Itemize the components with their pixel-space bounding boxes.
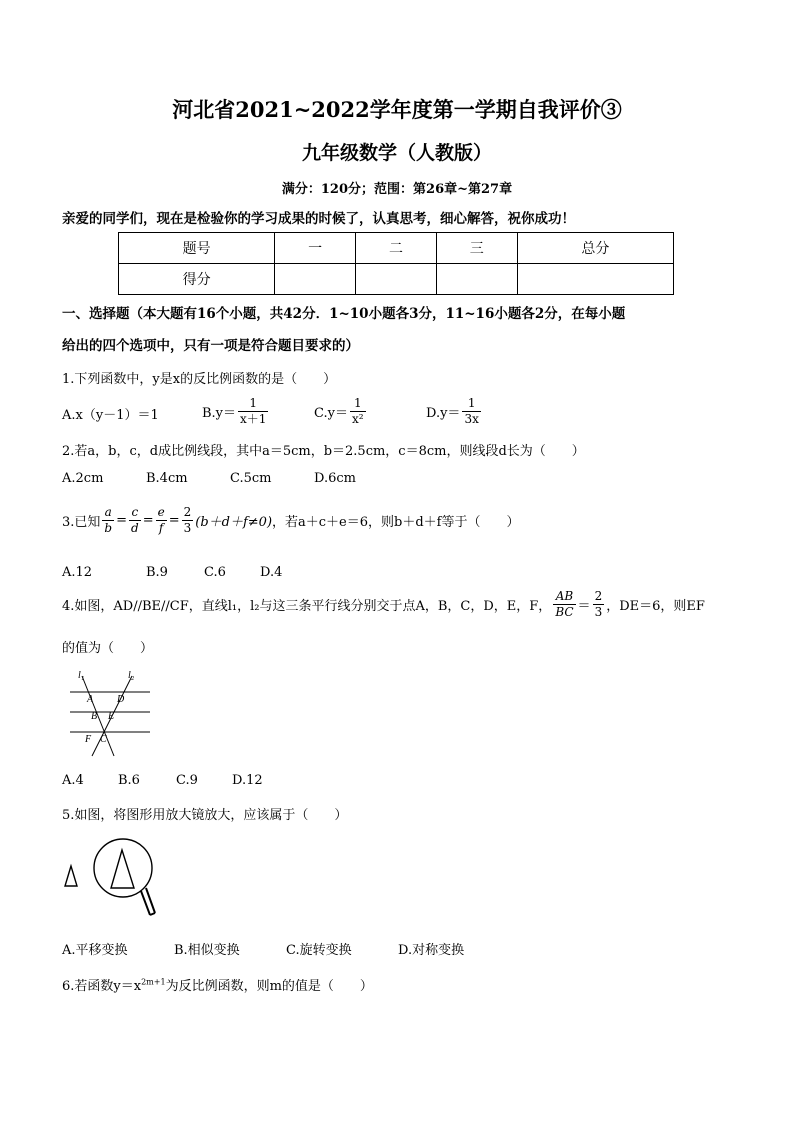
score-cell: 题号 — [119, 233, 275, 264]
q5-stem: 5.如图，将图形用放大镜放大，应该属于（ ） — [62, 808, 348, 823]
frac-num: e — [157, 505, 165, 519]
q1-option-c-frac — [350, 396, 366, 427]
q6-suffix: 为反比例函数，则m的值是（ ） — [165, 979, 373, 994]
q6-prefix: 6.若函数y＝x — [62, 979, 142, 994]
score-input-cell[interactable] — [356, 264, 437, 295]
frac-den: 3 — [594, 605, 603, 619]
small-triangle — [65, 866, 77, 886]
q3-option: B.9 — [146, 565, 168, 580]
q1-stem: 1.下列函数中，y是x的反比例函数的是（ ） — [62, 372, 337, 387]
q1-option-d — [426, 396, 483, 427]
q1-option-b — [202, 396, 270, 427]
q3-option: C.6 — [204, 565, 226, 580]
fig-label: A — [87, 694, 94, 705]
section-heading: 一、选择题（本大题有16个小题，共42分．1~10小题各3分，11~16小题各2分，在每小题 — [62, 306, 626, 322]
q4-option: C.9 — [176, 773, 198, 788]
q1-option-a: A.x（y－1）＝1 — [62, 408, 159, 423]
q2-option: D.6cm — [314, 471, 356, 486]
score-input-cell[interactable] — [436, 264, 517, 295]
q3-frac — [156, 505, 167, 536]
fig-label: B — [91, 711, 98, 722]
q4-stem-cont: 的值为（ ） — [62, 641, 154, 656]
score-cell: 二 — [356, 233, 437, 264]
q6-stem — [62, 975, 373, 994]
q4-option: B.6 — [118, 773, 140, 788]
q3-frac — [182, 505, 194, 536]
fig-label: F — [85, 734, 92, 745]
q5-option: D.对称变换 — [398, 943, 465, 958]
magnifier-figure — [60, 836, 160, 922]
q3-stem: 3.已知 $\frac{a}{b}$ = $\frac{c}{d}$ = $\frac{e}{f}$ = $\frac{2}{3}$ (b＋d＋f≠0)，若a＋c＋e＝6，则b＋d＋f等于（ ） — [62, 505, 520, 535]
q4-option: A.4 — [62, 773, 84, 788]
frac-den: 3 — [183, 521, 192, 535]
score-input-cell[interactable] — [275, 264, 356, 295]
fig-label: l₁ — [78, 670, 85, 681]
q2-option: C.5cm — [230, 471, 272, 486]
q3-frac — [129, 505, 141, 536]
score-table-header-row — [119, 233, 674, 264]
q3-option: A.12 — [62, 565, 93, 580]
q1-option-c-prefix: C.y＝ — [314, 406, 348, 421]
frac-num: AB — [553, 589, 575, 605]
q4-option: D.12 — [232, 773, 263, 788]
fig-label: E — [108, 711, 115, 722]
score-table-score-row — [119, 264, 674, 295]
q4-stem — [62, 589, 705, 620]
frac-den: f — [158, 521, 164, 535]
frac-den: b — [104, 521, 113, 535]
q6-exponent: 2m+1 — [141, 977, 166, 987]
q5-options — [62, 939, 522, 957]
document-subtitle: 九年级数学（人教版） — [301, 142, 492, 164]
large-triangle — [111, 850, 134, 888]
q5-option: A.平移变换 — [62, 943, 128, 958]
q1-option-d-frac — [462, 396, 480, 427]
q2-options — [62, 471, 462, 489]
q2-option: B.4cm — [146, 471, 188, 486]
frac-num: 1 — [238, 396, 268, 412]
q5-option: C.旋转变换 — [286, 943, 352, 958]
score-cell: 三 — [436, 233, 517, 264]
frac-num: c — [129, 505, 141, 521]
fig-label: l₂ — [128, 670, 135, 681]
q1-option-c — [314, 396, 368, 427]
frac-num: 1 — [462, 396, 480, 412]
q3-option: D.4 — [260, 565, 283, 580]
q3-frac — [102, 505, 114, 536]
frac-num: 1 — [350, 396, 366, 412]
frac-den: 3x — [464, 412, 479, 426]
magnifier-handle-end — [150, 913, 155, 915]
frac-den: x² — [351, 412, 364, 426]
q5-option: B.相似变换 — [174, 943, 240, 958]
score-cell: 一 — [275, 233, 356, 264]
q1-option-b-frac — [238, 396, 268, 427]
score-table — [118, 232, 674, 295]
score-input-cell[interactable] — [517, 264, 673, 295]
score-cell: 得分 — [119, 264, 275, 295]
frac-den: x＋1 — [240, 412, 267, 426]
greeting: 亲爱的同学们，现在是检验你的学习成果的时候了，认真思考，细心解答，祝你成功！ — [62, 211, 575, 227]
q2-stem: 2.若a，b，c，d成比例线段，其中a＝5cm，b＝2.5cm，c＝8cm，则线段d长为（ ） — [62, 444, 585, 459]
frac-num: a — [102, 505, 114, 521]
q4-frac — [593, 589, 605, 620]
q4-eq: ＝ — [577, 599, 591, 614]
section-heading-cont: 给出的四个选项中，只有一项是符合题目要求的） — [62, 338, 359, 354]
q3-condition: (b＋d＋f≠0) — [195, 515, 273, 530]
parallel-lines-figure — [70, 668, 160, 760]
q4-options — [62, 773, 362, 791]
frac-den: BC — [555, 605, 574, 619]
fig-label: C — [100, 734, 107, 745]
q4-suffix: ，DE＝6，则EF — [606, 599, 705, 614]
score-cell: 总分 — [517, 233, 673, 264]
document-title: 河北省2021~2022学年度第一学期自我评价③ — [172, 97, 622, 122]
document-info: 满分：120分；范围：第26章~第27章 — [281, 182, 513, 197]
frac-num: 2 — [183, 505, 192, 519]
q1-option-d-prefix: D.y＝ — [426, 406, 461, 421]
frac-den: d — [131, 521, 139, 535]
q2-option: A.2cm — [62, 471, 104, 486]
q4-prefix: 4.如图，AD//BE//CF，直线l₁，l₂与这三条平行线分别交于点A，B，C，D，E，F， — [62, 599, 552, 614]
q4-frac — [553, 589, 575, 620]
fig-label: D — [117, 694, 125, 705]
q1-options — [62, 396, 582, 432]
q3-options — [62, 565, 362, 583]
frac-num: 2 — [594, 589, 603, 603]
q3-suffix: ，若a＋c＋e＝6，则b＋d＋f等于（ ） — [272, 515, 520, 530]
q1-option-b-prefix: B.y＝ — [202, 406, 237, 421]
q3-prefix: 3.已知 — [62, 515, 101, 530]
